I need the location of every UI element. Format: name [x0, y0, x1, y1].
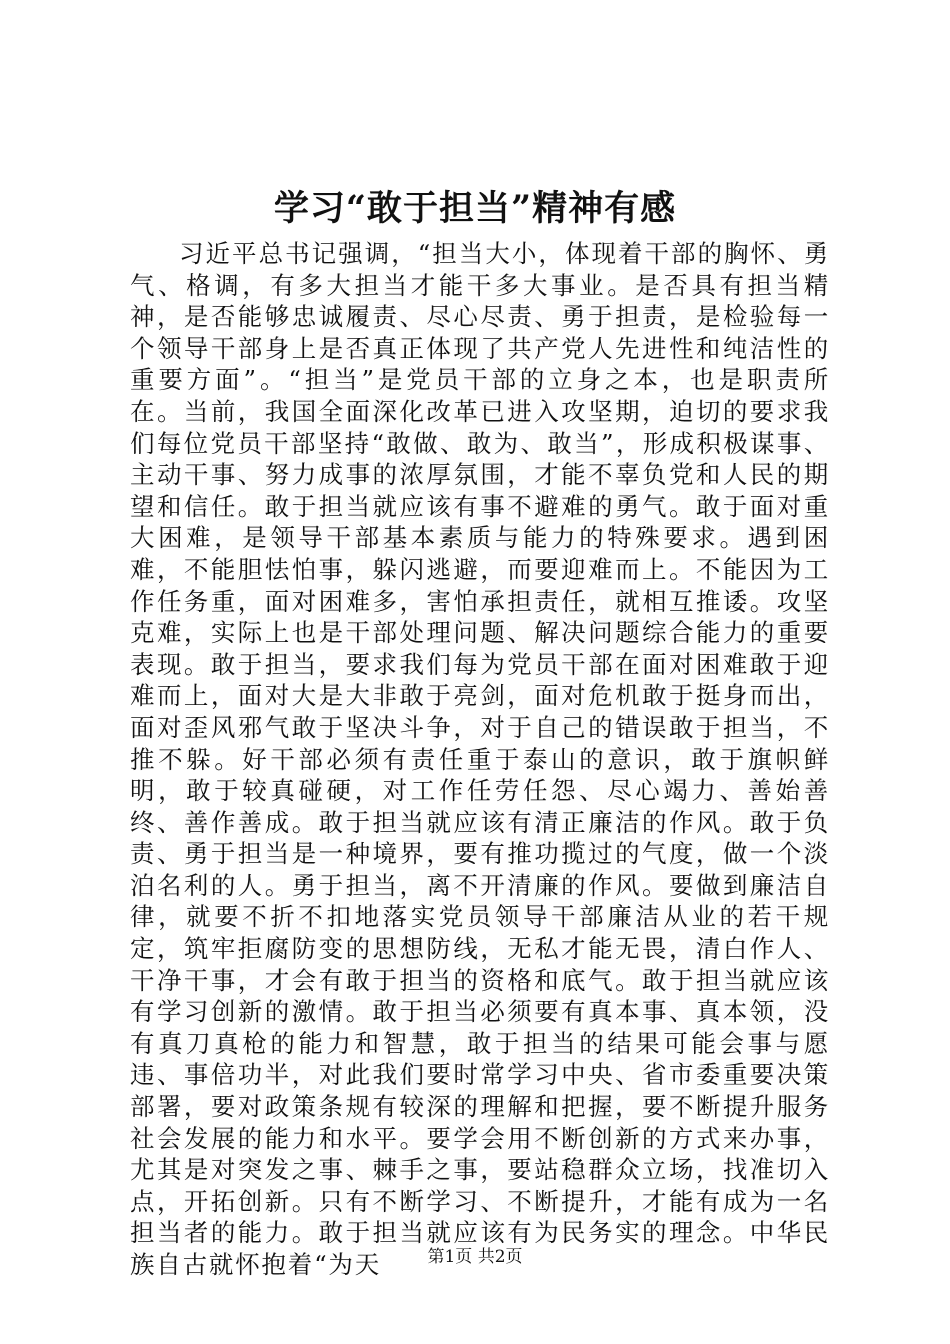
page-footer: 第1页 共2页 — [427, 1247, 523, 1267]
body-paragraph: 习近平总书记强调，“担当大小，体现着干部的胸怀、勇气、格调，有多大担当才能干多大事业。是否具有担当精神，是否能够忠诚履责、尽心尽责、勇于担责，是检验每一个领导干部身上是否真正体现了共产党人先进性和纯洁性的重要方面”。“担当”是党员干部的立身之本，也是职责所在。当前，我国全面深化改革已进入攻坚期，迫切的要求我们每位党员干部坚持“敢做、敢为、敢当”，形成积极谋事、主动干事、努力成事的浓厚氛围，才能不辜负党和人民的期望和信任。敢于担当就应该有事不避难的勇气。敢于面对重大困难，是领导干部基本素质与能力的特殊要求。遇到困难，不能胆怯怕事，躲闪逃避，而要迎难而上。不能因为工作任务重，面对困难多，害怕承担责任，就相互推诿。攻坚克难，实际上也是干部处理问题、解决问题综合能力的重要表现。敢于担当，要求我们每为党员干部在面对困难敢于迎难而上，面对大是大非敢于亮剑，面对危机敢于挺身而出，面对歪风邪气敢于坚决斗争，对于自己的错误敢于担当，不推不躲。好干部必须有责任重于泰山的意识，敢于旗帜鲜明，敢于较真碰硬，对工作任劳任怨、尽心竭力、善始善终、善作善成。敢于担当就应该有清正廉洁的作风。敢于负责、勇于担当是一种境界，要有推功揽过的气度，做一个淡泊名利的人。勇于担当，离不开清廉的作风。要做到廉洁自律，就要不折不扣地落实党员领导干部廉洁从业的若干规定，筑牢拒腐防变的思想防线，无私才能无畏，清白作人、干净干事，才会有敢于担当的资格和底气。敢于担当就应该有学习创新的激情。敢于担当必须要有真本事、真本领，没有真刀真枪的能力和智慧，敢于担当的结果可能会事与愿违、事倍功半，对此我们要时常学习中央、省市委重要决策部署，要对政策条规有较深的理解和把握，要不断提升服务社会发展的能力和水平。要学会用不断创新的方式来办事，尤其是对突发之事、棘手之事，要站稳群众立场，找准切入点，开拓创新。只有不断学习、不断提升，才能有成为一名担当者的能力。敢于担当就应该有为民务实的理念。中华民族自古就怀抱着“为天 — [130, 239, 830, 1279]
document-title: 学习“敢于担当”精神有感 — [273, 188, 677, 229]
